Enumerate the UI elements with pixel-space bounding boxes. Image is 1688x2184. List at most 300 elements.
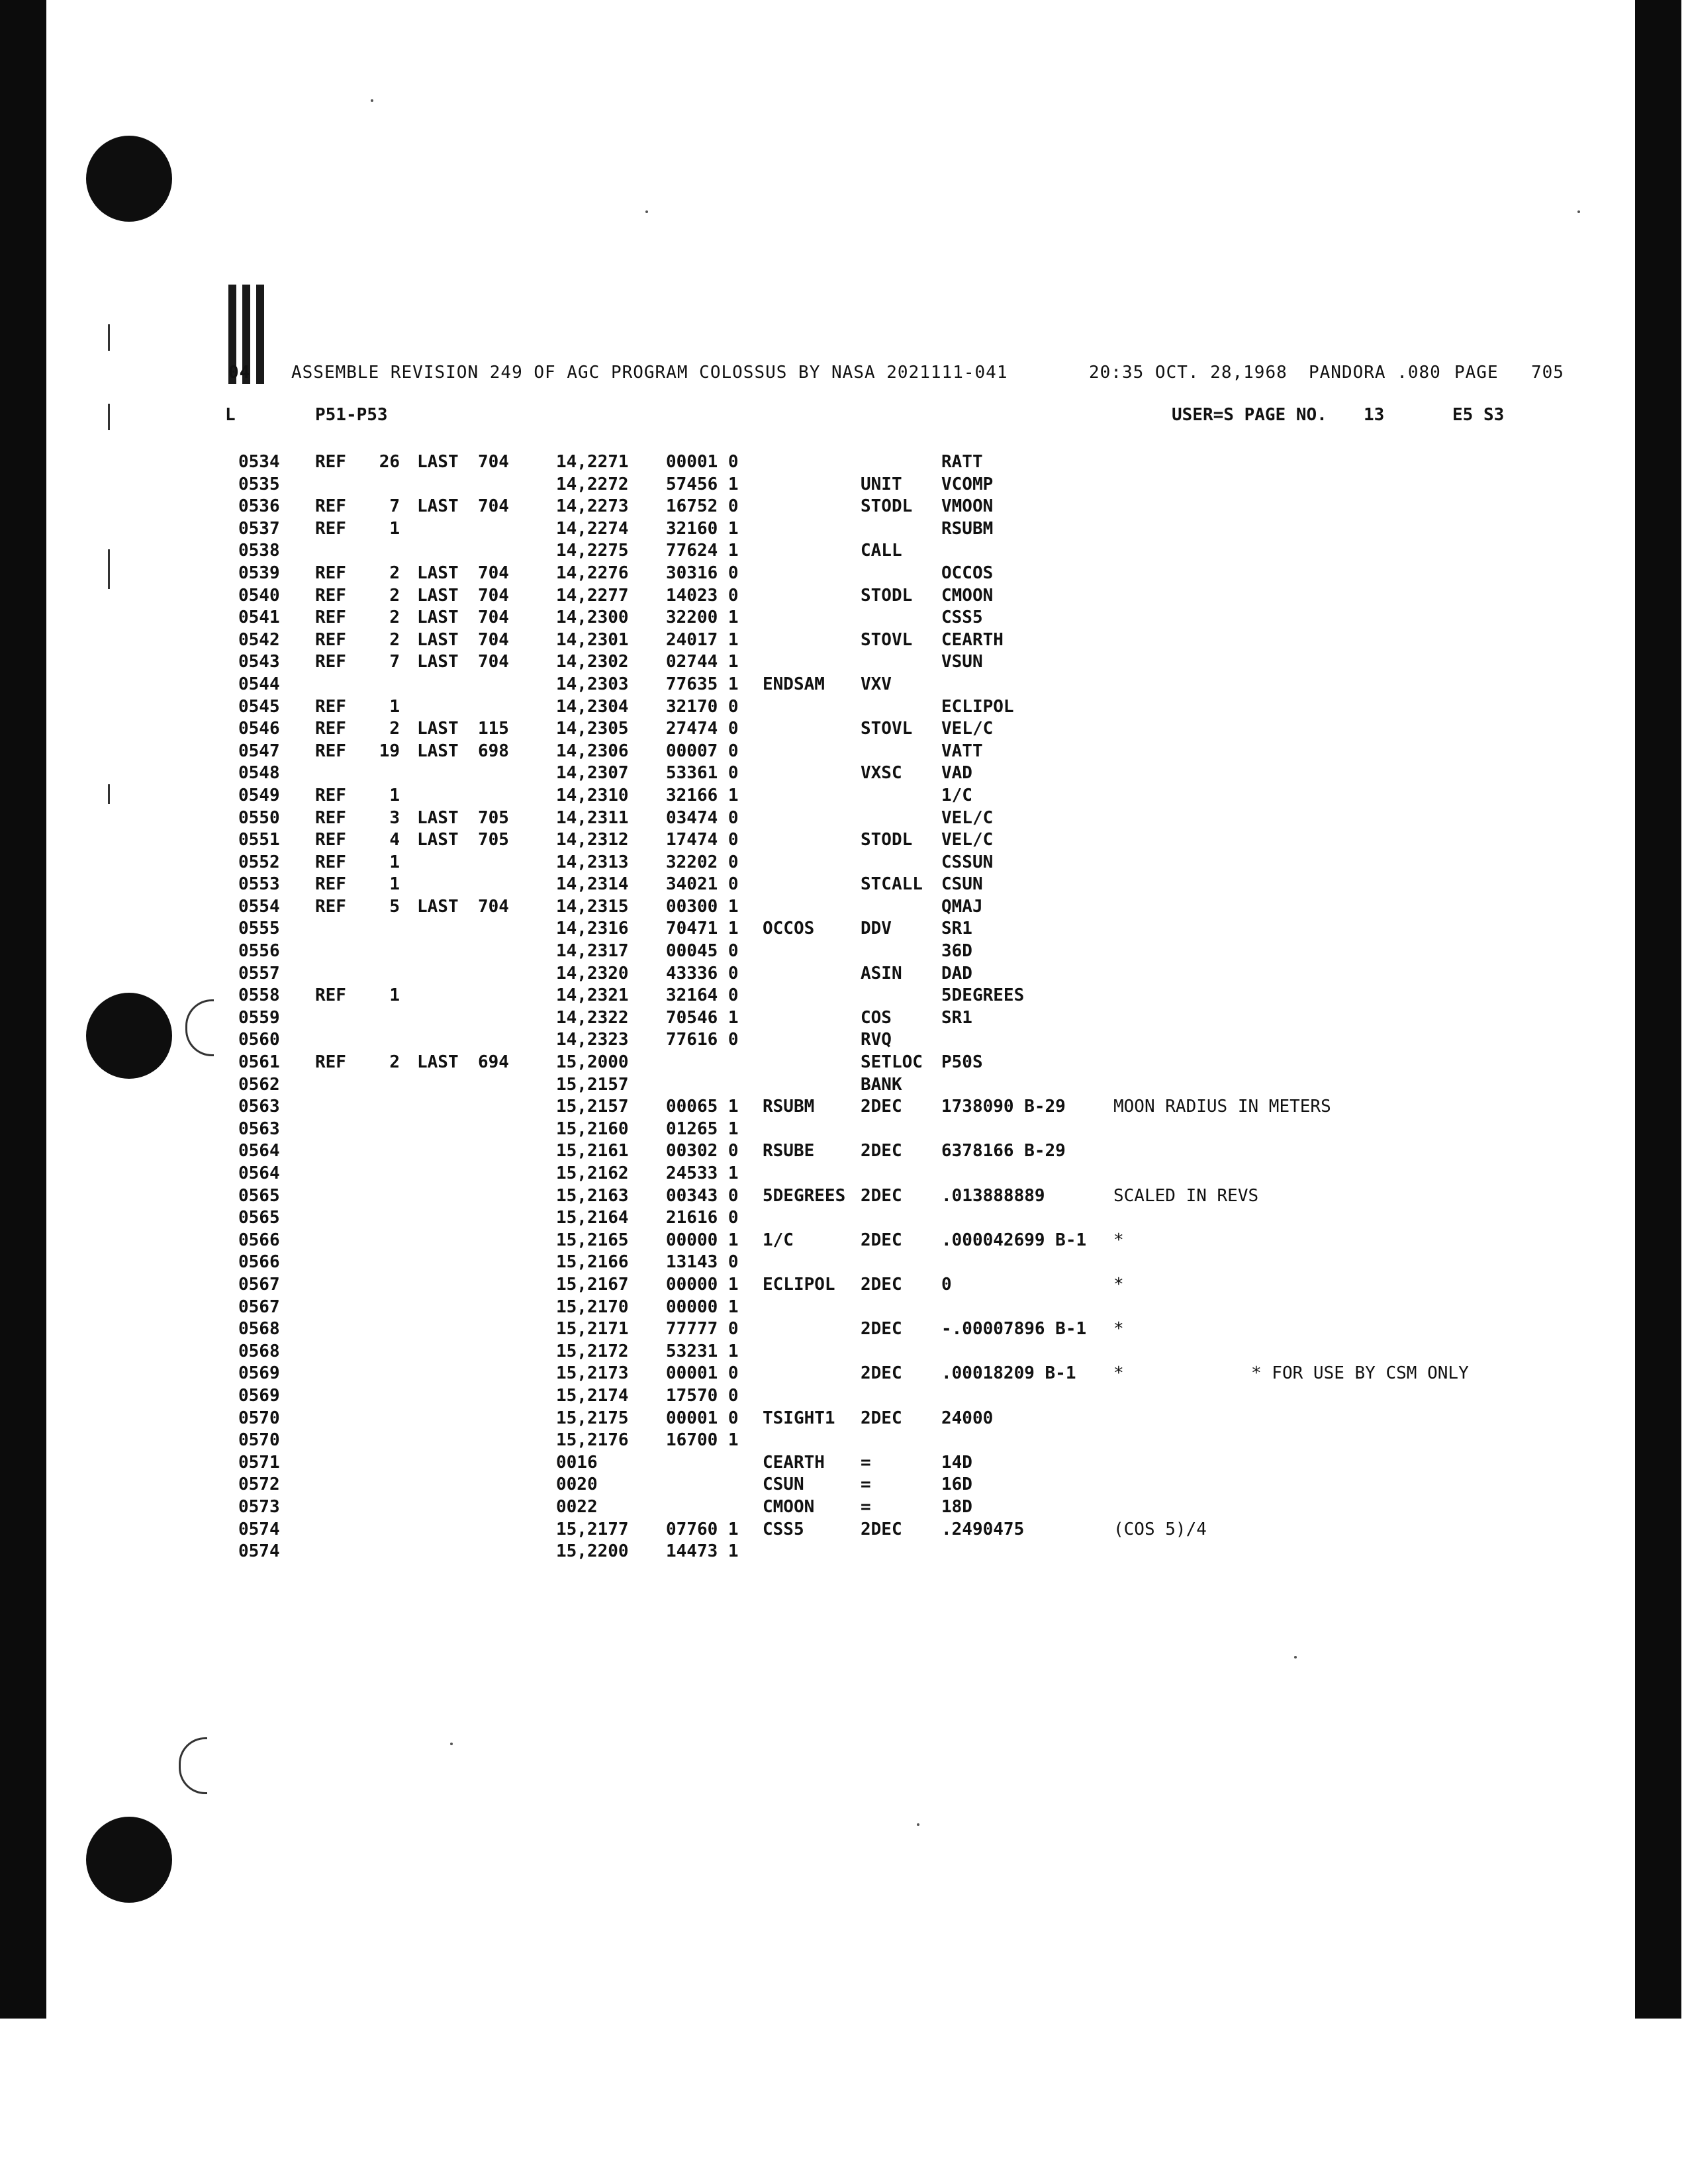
listing-row	[0, 762, 1688, 785]
listing-cell-word: 32166 1	[666, 785, 739, 805]
listing-cell-word: 00001 0	[666, 452, 739, 472]
listing-cell-line: 0574	[238, 1519, 280, 1539]
listing-row	[0, 651, 1688, 674]
listing-cell-op: UNIT	[861, 474, 902, 494]
listing-cell-word: 53361 0	[666, 763, 739, 784]
listing-row	[0, 940, 1688, 963]
listing-cell-addr: 14,2276	[556, 563, 629, 583]
listing-cell-addr: 14,2300	[556, 608, 629, 628]
listing-cell-extra: * FOR USE BY CSM ONLY	[1251, 1363, 1469, 1384]
subheader-code: E5 S3	[1452, 405, 1505, 425]
listing-cell-operand: ECLIPOL	[941, 696, 1014, 717]
listing-cell-op: COS	[861, 1007, 892, 1028]
listing-cell-addr: 15,2157	[556, 1097, 629, 1117]
listing-cell-comment: *	[1113, 1230, 1124, 1250]
listing-cell-seq: 1	[389, 518, 400, 539]
listing-cell-rep: REF	[315, 807, 346, 828]
listing-cell-addr: 14,2301	[556, 629, 629, 650]
listing-cell-word: 16700 1	[666, 1430, 739, 1451]
listing-cell-operand: 1738090 B-29	[941, 1097, 1066, 1117]
header-title: ASSEMBLE REVISION 249 OF AGC PROGRAM COLOSSUS BY NASA 2021111-041	[291, 363, 1008, 383]
listing-cell-card: 704	[478, 629, 509, 650]
listing-cell-addr: 14,2275	[556, 541, 629, 561]
listing-cell-word: 77777 0	[666, 1319, 739, 1340]
listing-cell-line: 0566	[238, 1230, 280, 1250]
listing-row	[0, 607, 1688, 629]
listing-cell-line: 0551	[238, 830, 280, 850]
listing-row	[0, 1430, 1688, 1452]
listing-cell-op: STODL	[861, 585, 913, 606]
listing-cell-line: 0556	[238, 941, 280, 962]
header-timestamp: 20:35 OCT. 28,1968	[1089, 363, 1288, 383]
listing-cell-addr: 14,2315	[556, 896, 629, 917]
listing-row	[0, 1541, 1688, 1563]
listing-cell-operand: CSSUN	[941, 852, 994, 872]
listing-cell-line: 0555	[238, 919, 280, 939]
listing-cell-last: LAST	[417, 608, 459, 628]
listing-cell-seq: 1	[389, 785, 400, 805]
listing-cell-line: 0561	[238, 1052, 280, 1073]
listing-cell-op: VXV	[861, 674, 892, 694]
listing-cell-line: 0564	[238, 1163, 280, 1183]
listing-cell-addr: 14,2302	[556, 652, 629, 672]
listing-cell-seq: 1	[389, 874, 400, 895]
listing-cell-addr: 15,2167	[556, 1274, 629, 1295]
listing-cell-last: LAST	[417, 830, 459, 850]
listing-row	[0, 496, 1688, 518]
listing-cell-addr: 15,2200	[556, 1541, 629, 1562]
listing-cell-line: 0539	[238, 563, 280, 583]
listing-row	[0, 829, 1688, 852]
listing-cell-addr: 14,2314	[556, 874, 629, 895]
listing-row	[0, 963, 1688, 985]
margin-mark	[108, 324, 110, 351]
listing-cell-line: 0542	[238, 629, 280, 650]
listing-cell-operand: SR1	[941, 919, 972, 939]
listing-cell-card: 704	[478, 452, 509, 472]
listing-cell-word: 32202 0	[666, 852, 739, 872]
listing-cell-word: 03474 0	[666, 807, 739, 828]
listing-cell-op: =	[861, 1496, 871, 1517]
listing-cell-addr: 15,2174	[556, 1385, 629, 1406]
listing-cell-line: 0557	[238, 963, 280, 983]
listing-cell-addr: 14,2323	[556, 1030, 629, 1050]
listing-cell-operand: VEL/C	[941, 719, 994, 739]
listing-cell-addr: 14,2310	[556, 785, 629, 805]
listing-cell-operand: CEARTH	[941, 629, 1004, 650]
listing-cell-line: 0564	[238, 1141, 280, 1161]
listing-cell-operand: 36D	[941, 941, 972, 962]
listing-cell-line: 0570	[238, 1408, 280, 1428]
listing-cell-line: 0571	[238, 1452, 280, 1473]
listing-row	[0, 474, 1688, 496]
listing-cell-operand: VSUN	[941, 652, 983, 672]
listing-cell-word: 32164 0	[666, 985, 739, 1006]
binder-hole-outline-bottom	[179, 1737, 207, 1794]
listing-cell-rep: REF	[315, 852, 346, 872]
listing-cell-op: =	[861, 1475, 871, 1495]
scan-speck	[371, 99, 373, 102]
listing-cell-op: 2DEC	[861, 1274, 902, 1295]
listing-cell-addr: 15,2163	[556, 1185, 629, 1206]
listing-cell-comment: SCALED IN REVS	[1113, 1185, 1259, 1206]
listing-cell-tag: ENDSAM	[763, 674, 825, 694]
listing-row	[0, 1096, 1688, 1118]
listing-cell-operand: P50S	[941, 1052, 983, 1073]
listing-cell-last: LAST	[417, 741, 459, 761]
listing-cell-comment: MOON RADIUS IN METERS	[1113, 1097, 1331, 1117]
listing-cell-op: 2DEC	[861, 1097, 902, 1117]
listing-row	[0, 1029, 1688, 1052]
listing-cell-op: ASIN	[861, 963, 902, 983]
subheader-users-page-label: USER=S PAGE NO.	[1172, 405, 1327, 425]
listing-cell-operand: .013888889	[941, 1185, 1045, 1206]
listing-cell-addr: 0022	[556, 1496, 598, 1517]
listing-cell-addr: 14,2313	[556, 852, 629, 872]
listing-cell-line: 0534	[238, 452, 280, 472]
listing-cell-word: 53231 1	[666, 1341, 739, 1361]
listing-cell-addr: 14,2306	[556, 741, 629, 761]
listing-cell-word: 17570 0	[666, 1385, 739, 1406]
listing-cell-word: 70546 1	[666, 1007, 739, 1028]
listing-row	[0, 1341, 1688, 1363]
listing-cell-tag: CEARTH	[763, 1452, 825, 1473]
listing-cell-word: 07760 1	[666, 1519, 739, 1539]
listing-cell-addr: 0020	[556, 1475, 598, 1495]
listing-cell-addr: 15,2165	[556, 1230, 629, 1250]
assembly-listing	[0, 451, 1688, 1563]
listing-row	[0, 1297, 1688, 1319]
listing-cell-seq: 1	[389, 985, 400, 1006]
listing-cell-tag: CSUN	[763, 1475, 804, 1495]
listing-cell-comment: (COS 5)/4	[1113, 1519, 1207, 1539]
listing-cell-addr: 15,2170	[556, 1297, 629, 1317]
listing-cell-word: 16752 0	[666, 496, 739, 517]
listing-cell-rep: REF	[315, 629, 346, 650]
listing-cell-tag: CSS5	[763, 1519, 804, 1539]
listing-cell-word: 00343 0	[666, 1185, 739, 1206]
listing-cell-line: 0563	[238, 1097, 280, 1117]
listing-row	[0, 918, 1688, 940]
listing-cell-seq: 2	[389, 608, 400, 628]
listing-cell-rep: REF	[315, 741, 346, 761]
listing-cell-word: 00000 1	[666, 1297, 739, 1317]
listing-cell-line: 0535	[238, 474, 280, 494]
listing-cell-last: LAST	[417, 896, 459, 917]
listing-row	[0, 674, 1688, 696]
listing-cell-seq: 2	[389, 719, 400, 739]
listing-cell-line: 0553	[238, 874, 280, 895]
listing-cell-line: 0572	[238, 1475, 280, 1495]
listing-cell-line: 0537	[238, 518, 280, 539]
listing-cell-line: 0547	[238, 741, 280, 761]
listing-cell-addr: 15,2172	[556, 1341, 629, 1361]
listing-cell-last: LAST	[417, 452, 459, 472]
listing-cell-tag: RSUBM	[763, 1097, 815, 1117]
listing-cell-operand: VATT	[941, 741, 983, 761]
listing-cell-addr: 15,2177	[556, 1519, 629, 1539]
listing-cell-addr: 15,2157	[556, 1074, 629, 1095]
listing-row	[0, 696, 1688, 719]
listing-cell-rep: REF	[315, 585, 346, 606]
listing-row	[0, 1163, 1688, 1185]
binder-hole-top	[86, 136, 172, 222]
listing-cell-operand: QMAJ	[941, 896, 983, 917]
listing-cell-word: 00302 0	[666, 1141, 739, 1161]
listing-cell-addr: 15,2164	[556, 1208, 629, 1228]
listing-cell-operand: 6378166 B-29	[941, 1141, 1066, 1161]
listing-cell-op: 2DEC	[861, 1408, 902, 1428]
listing-cell-line: 0570	[238, 1430, 280, 1451]
listing-cell-comment: *	[1113, 1363, 1124, 1384]
listing-cell-operand: VMOON	[941, 496, 994, 517]
listing-cell-card: 705	[478, 830, 509, 850]
listing-cell-operand: 5DEGREES	[941, 985, 1025, 1006]
listing-cell-addr: 14,2277	[556, 585, 629, 606]
listing-cell-op: CALL	[861, 541, 902, 561]
subheader-section: P51-P53	[315, 405, 388, 425]
listing-cell-tag: OCCOS	[763, 919, 815, 939]
listing-cell-operand: RSUBM	[941, 518, 994, 539]
listing-cell-word: 43336 0	[666, 963, 739, 983]
listing-cell-word: 02744 1	[666, 652, 739, 672]
listing-cell-op: DDV	[861, 919, 892, 939]
listing-cell-comment: *	[1113, 1319, 1124, 1340]
listing-cell-addr: 14,2303	[556, 674, 629, 694]
listing-cell-word: 00300 1	[666, 896, 739, 917]
listing-cell-line: 0565	[238, 1208, 280, 1228]
listing-cell-card: 704	[478, 608, 509, 628]
listing-cell-word: 24533 1	[666, 1163, 739, 1183]
listing-cell-addr: 15,2173	[556, 1363, 629, 1384]
listing-cell-rep: REF	[315, 696, 346, 717]
subheader-users-page-number: 13	[1364, 405, 1385, 425]
listing-cell-addr: 14,2316	[556, 919, 629, 939]
listing-row	[0, 1074, 1688, 1097]
listing-cell-line: 0569	[238, 1363, 280, 1384]
listing-cell-rep: REF	[315, 719, 346, 739]
listing-cell-addr: 15,2000	[556, 1052, 629, 1073]
listing-row	[0, 1408, 1688, 1430]
listing-cell-rep: REF	[315, 874, 346, 895]
listing-cell-rep: REF	[315, 896, 346, 917]
listing-cell-op: STODL	[861, 830, 913, 850]
listing-cell-card: 115	[478, 719, 509, 739]
listing-cell-line: 0548	[238, 763, 280, 784]
listing-cell-seq: 19	[379, 741, 400, 761]
listing-row	[0, 1519, 1688, 1541]
listing-row	[0, 1185, 1688, 1208]
listing-cell-line: 0562	[238, 1074, 280, 1095]
listing-cell-op: 2DEC	[861, 1319, 902, 1340]
header-mark: 04	[228, 363, 251, 383]
listing-cell-line: 0563	[238, 1118, 280, 1139]
binder-hole-bottom	[86, 1817, 172, 1903]
listing-cell-addr: 14,2317	[556, 941, 629, 962]
listing-cell-word: 14023 0	[666, 585, 739, 606]
listing-cell-addr: 15,2160	[556, 1118, 629, 1139]
listing-cell-tag: ECLIPOL	[763, 1274, 835, 1295]
margin-mark	[108, 404, 110, 430]
listing-cell-card: 704	[478, 896, 509, 917]
listing-cell-rep: REF	[315, 652, 346, 672]
listing-cell-op: SETLOC	[861, 1052, 923, 1073]
listing-cell-word: 32200 1	[666, 608, 739, 628]
listing-cell-addr: 15,2171	[556, 1319, 629, 1340]
listing-cell-card: 704	[478, 652, 509, 672]
listing-cell-line: 0543	[238, 652, 280, 672]
listing-cell-operand: -.00007896 B-1	[941, 1319, 1087, 1340]
listing-cell-operand: 18D	[941, 1496, 972, 1517]
listing-cell-last: LAST	[417, 807, 459, 828]
listing-cell-tag: 1/C	[763, 1230, 794, 1250]
listing-cell-tag: 5DEGREES	[763, 1185, 846, 1206]
listing-cell-operand: OCCOS	[941, 563, 994, 583]
listing-cell-word: 00001 0	[666, 1408, 739, 1428]
listing-cell-word: 01265 1	[666, 1118, 739, 1139]
listing-cell-line: 0552	[238, 852, 280, 872]
listing-row	[0, 807, 1688, 830]
listing-cell-op: 2DEC	[861, 1363, 902, 1384]
listing-cell-rep: REF	[315, 830, 346, 850]
listing-row	[0, 852, 1688, 874]
listing-cell-word: 24017 1	[666, 629, 739, 650]
listing-cell-word: 21616 0	[666, 1208, 739, 1228]
listing-row	[0, 785, 1688, 807]
listing-cell-seq: 1	[389, 696, 400, 717]
listing-cell-line: 0541	[238, 608, 280, 628]
listing-row	[0, 1363, 1688, 1385]
listing-cell-card: 704	[478, 563, 509, 583]
scan-speck	[917, 1823, 919, 1826]
listing-cell-word: 00000 1	[666, 1230, 739, 1250]
listing-row	[0, 718, 1688, 741]
listing-cell-line: 0568	[238, 1319, 280, 1340]
listing-cell-last: LAST	[417, 496, 459, 517]
listing-cell-word: 70471 1	[666, 919, 739, 939]
listing-cell-op: 2DEC	[861, 1230, 902, 1250]
listing-cell-card: 698	[478, 741, 509, 761]
listing-row	[0, 1052, 1688, 1074]
listing-cell-operand: 1/C	[941, 785, 972, 805]
listing-cell-last: LAST	[417, 652, 459, 672]
listing-cell-addr: 14,2304	[556, 696, 629, 717]
listing-cell-line: 0566	[238, 1252, 280, 1273]
listing-cell-seq: 7	[389, 652, 400, 672]
listing-cell-card: 694	[478, 1052, 509, 1073]
listing-cell-operand: .000042699 B-1	[941, 1230, 1087, 1250]
listing-row	[0, 985, 1688, 1007]
listing-cell-line: 0565	[238, 1185, 280, 1206]
listing-cell-operand: RATT	[941, 452, 983, 472]
page-subheader	[225, 405, 1589, 429]
listing-cell-operand: 14D	[941, 1452, 972, 1473]
listing-cell-addr: 15,2161	[556, 1141, 629, 1161]
listing-cell-seq: 26	[379, 452, 400, 472]
listing-cell-addr: 14,2307	[556, 763, 629, 784]
listing-cell-operand: 0	[941, 1274, 952, 1295]
listing-cell-seq: 4	[389, 830, 400, 850]
listing-cell-operand: SR1	[941, 1007, 972, 1028]
listing-cell-line: 0558	[238, 985, 280, 1006]
listing-cell-op: 2DEC	[861, 1185, 902, 1206]
listing-cell-addr: 14,2271	[556, 452, 629, 472]
listing-cell-word: 00065 1	[666, 1097, 739, 1117]
listing-cell-word: 32160 1	[666, 518, 739, 539]
listing-cell-line: 0574	[238, 1541, 280, 1562]
listing-cell-card: 704	[478, 585, 509, 606]
listing-cell-last: LAST	[417, 629, 459, 650]
listing-row	[0, 1496, 1688, 1519]
listing-cell-seq: 5	[389, 896, 400, 917]
listing-cell-line: 0545	[238, 696, 280, 717]
listing-cell-tag: TSIGHT1	[763, 1408, 835, 1428]
listing-cell-rep: REF	[315, 1052, 346, 1073]
listing-cell-operand: 24000	[941, 1408, 994, 1428]
listing-cell-operand: VCOMP	[941, 474, 994, 494]
listing-cell-op: BANK	[861, 1074, 902, 1095]
scan-speck	[450, 1743, 453, 1745]
listing-cell-word: 13143 0	[666, 1252, 739, 1273]
listing-cell-operand: .00018209 B-1	[941, 1363, 1076, 1384]
listing-cell-line: 0538	[238, 541, 280, 561]
listing-cell-op: STCALL	[861, 874, 923, 895]
listing-cell-word: 14473 1	[666, 1541, 739, 1562]
listing-cell-addr: 14,2272	[556, 474, 629, 494]
listing-row	[0, 1251, 1688, 1274]
listing-cell-tag: RSUBE	[763, 1141, 815, 1161]
listing-cell-card: 704	[478, 496, 509, 517]
listing-cell-rep: REF	[315, 985, 346, 1006]
listing-cell-seq: 2	[389, 585, 400, 606]
listing-row	[0, 1140, 1688, 1163]
listing-row	[0, 1452, 1688, 1475]
listing-cell-line: 0559	[238, 1007, 280, 1028]
listing-row	[0, 1118, 1688, 1141]
listing-cell-word: 00000 1	[666, 1274, 739, 1295]
listing-cell-op: =	[861, 1452, 871, 1473]
listing-cell-seq: 7	[389, 496, 400, 517]
listing-row	[0, 1318, 1688, 1341]
listing-row	[0, 540, 1688, 563]
listing-cell-word: 77616 0	[666, 1030, 739, 1050]
listing-cell-word: 57456 1	[666, 474, 739, 494]
listing-cell-word: 30316 0	[666, 563, 739, 583]
listing-cell-addr: 15,2175	[556, 1408, 629, 1428]
listing-cell-addr: 0016	[556, 1452, 598, 1473]
listing-cell-operand: 16D	[941, 1475, 972, 1495]
listing-cell-addr: 14,2312	[556, 830, 629, 850]
listing-cell-word: 27474 0	[666, 719, 739, 739]
listing-cell-op: STODL	[861, 496, 913, 517]
listing-cell-seq: 3	[389, 807, 400, 828]
subheader-left-tag: L	[225, 405, 236, 425]
listing-cell-addr: 15,2166	[556, 1252, 629, 1273]
listing-row	[0, 629, 1688, 652]
listing-cell-comment: *	[1113, 1274, 1124, 1295]
listing-cell-rep: REF	[315, 452, 346, 472]
listing-cell-line: 0554	[238, 896, 280, 917]
listing-cell-line: 0567	[238, 1274, 280, 1295]
listing-cell-line: 0573	[238, 1496, 280, 1517]
listing-cell-addr: 14,2322	[556, 1007, 629, 1028]
listing-cell-addr: 14,2305	[556, 719, 629, 739]
listing-row	[0, 1230, 1688, 1252]
listing-cell-seq: 1	[389, 852, 400, 872]
listing-cell-addr: 14,2321	[556, 985, 629, 1006]
listing-cell-last: LAST	[417, 563, 459, 583]
scan-speck	[645, 210, 648, 213]
